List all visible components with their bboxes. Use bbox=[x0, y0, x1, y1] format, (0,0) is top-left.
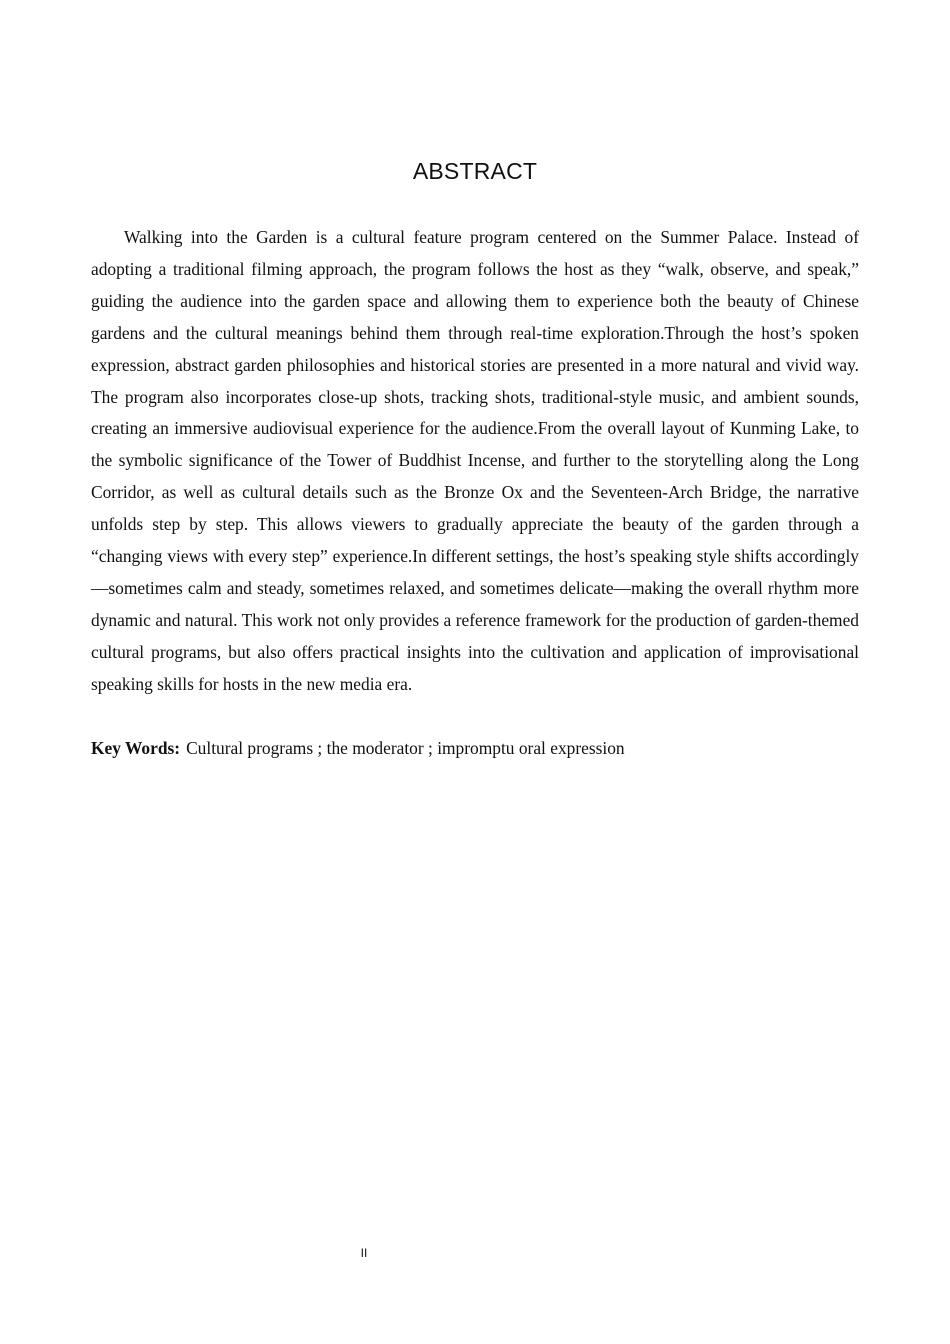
abstract-paragraph: Walking into the Garden is a cultural feature program centered on the Summer Palace. Instead of adopting a traditional filming approach, the program follows the host as they “walk, observe, and speak,” guiding the audience into the garden space and allowing them to experience both the beauty of Chinese gardens and the cultural meanings behind them through real-time exploration.Through the host’s spoken expression, abstract garden philosophies and historical stories are presented in a more natural and vivid way. The program also incorporates close-up shots, tracking shots, traditional-style music, and ambient sounds, creating an immersive audiovisual experience for the audience.From the overall layout of Kunming Lake, to the symbolic significance of the Tower of Buddhist Incense, and further to the storytelling along the Long Corridor, as well as cultural details such as the Bronze Ox and the Seventeen-Arch Bridge, the narrative unfolds step by step. This allows viewers to gradually appreciate the beauty of the garden through a “changing views with every step” experience.In different settings, the host’s speaking style shifts accordingly—sometimes calm and steady, sometimes relaxed, and sometimes delicate—making the overall rhythm more dynamic and natural. This work not only provides a reference framework for the production of garden-themed cultural programs, but also offers practical insights into the cultivation and application of improvisational speaking skills for hosts in the new media era. bbox=[91, 227, 859, 694]
keywords-label: Key Words: bbox=[91, 738, 181, 758]
page-number: II bbox=[360, 1246, 368, 1260]
keywords-line bbox=[91, 733, 859, 765]
abstract-title: ABSTRACT bbox=[412, 158, 538, 184]
keywords-text: Cultural programs ; the moderator ; impromptu oral expression bbox=[186, 738, 625, 758]
